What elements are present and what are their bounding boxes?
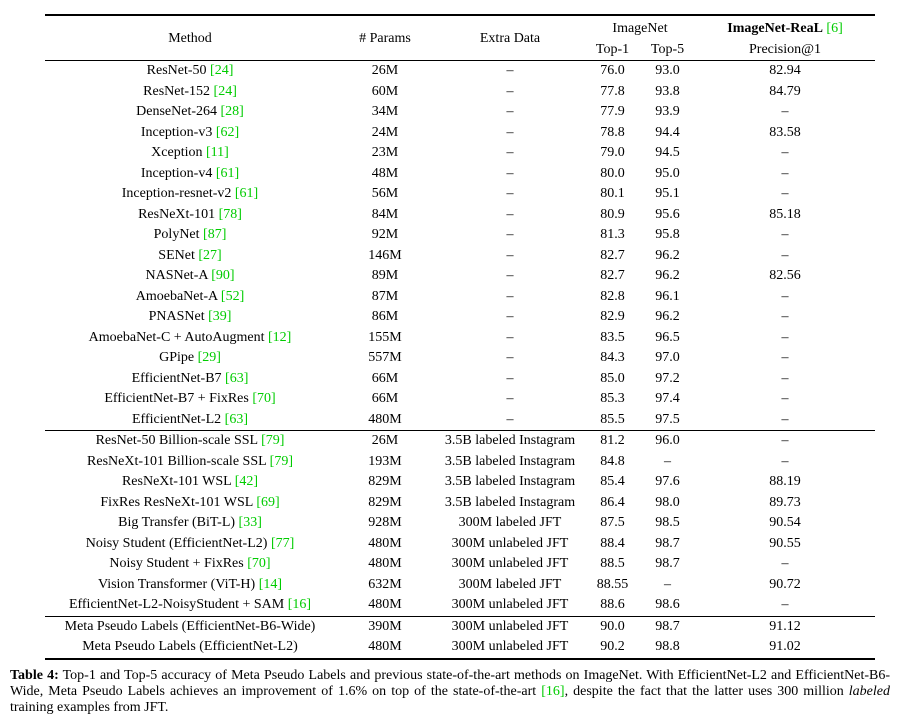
real-precision-cell: – xyxy=(781,186,789,201)
method-name: Noisy Student (EfficientNet-L2) xyxy=(85,535,268,551)
extra-data-cell: – xyxy=(506,329,514,345)
params-cell: 34M xyxy=(371,104,399,119)
top1-accuracy-cell: 88.4 xyxy=(600,535,625,551)
real-precision-cell: 85.18 xyxy=(769,206,801,222)
top5-accuracy-cell: 96.2 xyxy=(655,309,680,324)
real-precision-cell: – xyxy=(781,309,789,324)
top1-accuracy-cell: 88.55 xyxy=(596,576,629,592)
top5-accuracy-cell: 97.4 xyxy=(655,391,680,406)
citation-link[interactable]: [90] xyxy=(207,268,235,283)
table-row xyxy=(45,164,875,185)
real-precision-cell: 90.72 xyxy=(769,576,801,592)
method-cell xyxy=(45,410,335,431)
params-cell: 87M xyxy=(371,288,399,304)
caption-text-1: Top-1 and Top-5 accuracy of Meta Pseudo Labels and previous state-of-the-art methods on ImageNet. With EfficientNet-L2 and EfficientNet-B6-Wide, Meta Pseudo Labels achieves an improvement of 1.6% on top of the state-of-the-art xyxy=(10,668,890,699)
top1-accuracy-cell: 80.1 xyxy=(600,186,625,201)
real-precision-cell: 90.54 xyxy=(769,515,801,530)
method-name: PNASNet xyxy=(148,309,205,324)
top5-accuracy-cell: 96.0 xyxy=(655,433,680,448)
method-cell xyxy=(45,616,335,637)
caption-label: Table 4: xyxy=(10,668,59,683)
citation-link[interactable]: [69] xyxy=(252,494,280,510)
extra-data-cell: – xyxy=(506,309,514,324)
citation-link[interactable]: [16] xyxy=(541,684,565,699)
col-header-method: Method xyxy=(168,31,212,47)
method-cell xyxy=(45,328,335,349)
params-cell: 480M xyxy=(368,597,402,612)
method-name: Inception-v4 xyxy=(140,165,213,181)
table-row xyxy=(45,246,875,267)
col-header-imagenet-group: ImageNet xyxy=(612,21,668,36)
table-row xyxy=(45,534,875,555)
citation-link[interactable]: [6] xyxy=(826,21,843,36)
citation-link[interactable]: [79] xyxy=(257,433,285,448)
method-name: ResNeXt-101 xyxy=(138,206,216,222)
extra-data-cell: 300M unlabeled JFT xyxy=(451,556,569,571)
method-cell xyxy=(45,225,335,246)
caption-text-3: training examples from JFT. xyxy=(10,700,169,715)
table-section-meta-pseudo-labels xyxy=(45,616,875,659)
method-cell xyxy=(45,307,335,328)
table-section-extra-data-methods xyxy=(45,431,875,617)
method-name: NASNet-A xyxy=(145,268,208,283)
top1-accuracy-cell: 85.5 xyxy=(600,411,625,427)
params-cell: 632M xyxy=(368,576,402,592)
top1-accuracy-cell: 82.9 xyxy=(600,309,625,324)
method-name: Xception xyxy=(151,145,203,160)
params-cell: 829M xyxy=(368,494,402,510)
params-cell: 66M xyxy=(371,370,399,386)
top5-accuracy-cell: 96.2 xyxy=(655,247,680,263)
col-header-extra-data: Extra Data xyxy=(479,31,541,47)
table-row xyxy=(45,513,875,534)
method-cell xyxy=(45,102,335,123)
real-precision-cell: – xyxy=(781,288,789,304)
real-precision-cell: – xyxy=(781,104,789,119)
citation-link[interactable]: [24] xyxy=(210,83,237,99)
params-cell: 155M xyxy=(368,329,402,345)
params-cell: 480M xyxy=(368,411,402,427)
method-name: FixRes ResNeXt-101 WSL xyxy=(100,494,253,510)
method-cell xyxy=(45,389,335,410)
extra-data-cell: 3.5B labeled Instagram xyxy=(444,453,576,469)
real-precision-cell: – xyxy=(781,145,789,160)
top1-accuracy-cell: 77.9 xyxy=(600,104,625,119)
extra-data-cell: – xyxy=(506,391,514,406)
real-precision-cell: – xyxy=(781,247,789,263)
extra-data-cell: – xyxy=(506,83,514,99)
col-header-top5: Top-5 xyxy=(650,41,685,57)
extra-data-cell: 300M labeled JFT xyxy=(458,515,562,530)
method-name: AmoebaNet-C + AutoAugment xyxy=(88,329,265,345)
method-name: SENet xyxy=(158,247,195,263)
top1-accuracy-cell: 85.0 xyxy=(600,370,625,386)
method-cell xyxy=(45,246,335,267)
method-cell xyxy=(45,431,335,452)
params-cell: 26M xyxy=(371,63,399,78)
table-row xyxy=(45,616,875,637)
top1-accuracy-cell: 85.4 xyxy=(600,474,625,489)
col-header-top1: Top-1 xyxy=(595,41,630,57)
method-cell xyxy=(45,575,335,596)
method-cell xyxy=(45,369,335,390)
extra-data-cell: – xyxy=(506,288,514,304)
real-precision-cell: 88.19 xyxy=(769,474,801,489)
table-row xyxy=(45,575,875,596)
params-cell: 928M xyxy=(368,515,402,530)
table-row xyxy=(45,493,875,514)
citation-link[interactable]: [16] xyxy=(284,597,312,612)
method-cell xyxy=(45,493,335,514)
citation-link[interactable]: [29] xyxy=(194,350,221,365)
top1-accuracy-cell: 87.5 xyxy=(600,515,625,530)
top5-accuracy-cell: 96.1 xyxy=(655,288,680,304)
top5-accuracy-cell: 98.7 xyxy=(655,556,680,571)
table-row xyxy=(45,637,875,659)
citation-link[interactable]: [14] xyxy=(255,576,283,592)
table-row xyxy=(45,287,875,308)
top5-accuracy-cell: 98.6 xyxy=(655,597,680,612)
real-precision-cell: – xyxy=(781,411,789,427)
extra-data-cell: 3.5B labeled Instagram xyxy=(444,474,576,489)
citation-link[interactable]: [87] xyxy=(199,227,227,242)
method-name: Inception-v3 xyxy=(140,124,213,140)
params-cell: 92M xyxy=(371,227,399,242)
citation-link[interactable]: [27] xyxy=(194,247,222,263)
method-name: GPipe xyxy=(159,350,195,365)
top5-accuracy-cell: 98.0 xyxy=(655,494,680,510)
top5-accuracy-cell: 95.8 xyxy=(655,227,680,242)
top1-accuracy-cell: 77.8 xyxy=(600,83,625,99)
citation-link[interactable]: [33] xyxy=(235,515,262,530)
top5-accuracy-cell: 98.8 xyxy=(655,639,680,654)
method-name: PolyNet xyxy=(153,227,200,242)
table-row xyxy=(45,184,875,205)
table-row xyxy=(45,431,875,452)
table-section-baselines xyxy=(45,61,875,431)
params-cell: 60M xyxy=(371,83,399,99)
table-row xyxy=(45,452,875,473)
top1-accuracy-cell: 78.8 xyxy=(600,124,625,140)
top5-accuracy-cell: 93.9 xyxy=(655,104,680,119)
citation-link[interactable]: [63] xyxy=(221,370,249,386)
method-cell xyxy=(45,205,335,226)
method-name: Inception-resnet-v2 xyxy=(121,186,232,201)
col-header-params: # Params xyxy=(359,31,411,47)
table-row xyxy=(45,102,875,123)
citation-link[interactable]: [70] xyxy=(243,556,271,571)
extra-data-cell: 300M labeled JFT xyxy=(458,576,562,592)
method-cell xyxy=(45,266,335,287)
method-name: EfficientNet-L2 xyxy=(132,411,222,427)
method-name: ResNeXt-101 WSL xyxy=(121,474,232,489)
citation-link[interactable]: [52] xyxy=(217,288,245,304)
top5-accuracy-cell: 93.8 xyxy=(655,83,680,99)
extra-data-cell: 300M unlabeled JFT xyxy=(451,639,569,654)
table-row xyxy=(45,595,875,616)
extra-data-cell: – xyxy=(506,165,514,181)
citation-link[interactable]: [28] xyxy=(217,104,244,119)
params-cell: 56M xyxy=(371,186,399,201)
extra-data-cell: – xyxy=(506,370,514,386)
real-precision-cell: 89.73 xyxy=(769,494,801,510)
citation-link[interactable]: [79] xyxy=(266,453,293,469)
extra-data-cell: – xyxy=(506,350,514,365)
params-cell: 146M xyxy=(368,247,402,263)
citation-link[interactable]: [39] xyxy=(204,309,232,324)
citation-link[interactable]: [61] xyxy=(231,186,259,201)
table-row xyxy=(45,225,875,246)
real-precision-cell: – xyxy=(781,433,789,448)
real-precision-cell: 91.02 xyxy=(769,639,801,654)
method-cell xyxy=(45,287,335,308)
method-name: AmoebaNet-A xyxy=(135,288,218,304)
results-table xyxy=(45,14,875,660)
extra-data-cell: – xyxy=(506,104,514,119)
method-cell xyxy=(45,348,335,369)
method-cell xyxy=(45,61,335,82)
method-name: Big Transfer (BiT-L) xyxy=(118,515,236,530)
col-header-imagenet-real xyxy=(695,15,875,61)
top5-accuracy-cell: 95.1 xyxy=(655,186,680,201)
real-precision-cell: – xyxy=(781,370,789,386)
method-cell xyxy=(45,164,335,185)
method-cell xyxy=(45,82,335,103)
top1-accuracy-cell: 90.2 xyxy=(600,639,625,654)
real-precision-cell: – xyxy=(781,165,789,181)
method-cell xyxy=(45,554,335,575)
citation-link[interactable]: [77] xyxy=(267,535,295,551)
method-name: Meta Pseudo Labels (EfficientNet-B6-Wide) xyxy=(64,618,316,634)
params-cell: 86M xyxy=(371,309,399,324)
top5-accuracy-cell: 98.5 xyxy=(655,515,680,530)
real-precision-cell: – xyxy=(781,453,789,469)
table-row xyxy=(45,389,875,410)
real-precision-cell: – xyxy=(781,597,789,612)
method-cell xyxy=(45,184,335,205)
top1-accuracy-cell: 76.0 xyxy=(600,63,625,78)
params-cell: 23M xyxy=(371,145,399,160)
method-name: ResNet-50 xyxy=(146,63,207,78)
method-name: ResNet-152 xyxy=(143,83,211,99)
method-name: ResNeXt-101 Billion-scale SSL xyxy=(87,453,267,469)
table-header xyxy=(45,15,875,61)
top5-accuracy-cell: – xyxy=(664,576,671,592)
top1-accuracy-cell: 82.7 xyxy=(600,247,625,263)
real-precision-cell: – xyxy=(781,350,789,365)
params-cell: 390M xyxy=(368,618,402,634)
top5-accuracy-cell: 96.2 xyxy=(655,268,680,283)
precision-label: Precision@1 xyxy=(749,41,822,57)
extra-data-cell: 300M unlabeled JFT xyxy=(451,618,569,634)
method-name: DenseNet-264 xyxy=(136,104,218,119)
citation-link[interactable]: [61] xyxy=(212,165,240,181)
extra-data-cell: 300M unlabeled JFT xyxy=(451,535,569,551)
top5-accuracy-cell: 96.5 xyxy=(655,329,680,345)
top5-accuracy-cell: 97.0 xyxy=(655,350,680,365)
method-cell xyxy=(45,534,335,555)
caption-text-2: , despite the fact that the latter uses 300 million xyxy=(564,684,849,699)
citation-link[interactable]: [62] xyxy=(212,124,240,140)
top1-accuracy-cell: 83.5 xyxy=(600,329,625,345)
real-precision-cell: – xyxy=(781,391,789,406)
extra-data-cell: – xyxy=(506,145,514,160)
params-cell: 557M xyxy=(368,350,402,365)
imagenet-real-label: ImageNet-ReaL xyxy=(727,21,823,36)
method-name: Vision Transformer (ViT-H) xyxy=(97,576,256,592)
citation-link[interactable]: [42] xyxy=(231,474,259,489)
top1-accuracy-cell: 81.2 xyxy=(600,433,625,448)
table-row xyxy=(45,472,875,493)
extra-data-cell: – xyxy=(506,268,514,283)
method-name: Meta Pseudo Labels (EfficientNet-L2) xyxy=(82,639,298,654)
params-cell: 480M xyxy=(368,556,402,571)
top5-accuracy-cell: 94.5 xyxy=(655,145,680,160)
top1-accuracy-cell: 84.8 xyxy=(600,453,625,469)
top1-accuracy-cell: 82.7 xyxy=(600,268,625,283)
extra-data-cell: – xyxy=(506,206,514,222)
params-cell: 48M xyxy=(371,165,399,181)
table-row xyxy=(45,143,875,164)
method-cell xyxy=(45,472,335,493)
params-cell: 89M xyxy=(371,268,399,283)
table-row xyxy=(45,123,875,144)
top5-accuracy-cell: 95.0 xyxy=(655,165,680,181)
extra-data-cell: 300M unlabeled JFT xyxy=(451,597,569,612)
top5-accuracy-cell: 97.6 xyxy=(655,474,680,489)
real-precision-cell: 91.12 xyxy=(769,618,801,634)
params-cell: 480M xyxy=(368,535,402,551)
params-cell: 829M xyxy=(368,474,402,489)
imagenet-real-title xyxy=(698,19,872,40)
table-caption xyxy=(10,668,890,716)
citation-link[interactable]: [70] xyxy=(248,391,276,406)
table-row xyxy=(45,369,875,390)
method-name: EfficientNet-B7 + FixRes xyxy=(104,391,249,406)
top5-accuracy-cell: 97.2 xyxy=(655,370,680,386)
top1-accuracy-cell: 88.6 xyxy=(600,597,625,612)
extra-data-cell: – xyxy=(506,247,514,263)
top1-accuracy-cell: 84.3 xyxy=(600,350,625,365)
real-precision-cell: – xyxy=(781,227,789,242)
top1-accuracy-cell: 82.8 xyxy=(600,288,625,304)
real-precision-cell: 83.58 xyxy=(769,124,801,140)
caption-italic-word: labeled xyxy=(848,684,891,699)
method-name: EfficientNet-B7 xyxy=(131,370,222,386)
table-row xyxy=(45,205,875,226)
top1-accuracy-cell: 88.5 xyxy=(600,556,625,571)
extra-data-cell: 3.5B labeled Instagram xyxy=(444,494,576,510)
real-precision-cell: – xyxy=(781,329,789,345)
top5-accuracy-cell: – xyxy=(664,453,671,469)
top1-accuracy-cell: 81.3 xyxy=(600,227,625,242)
table-row xyxy=(45,348,875,369)
method-name: Noisy Student + FixRes xyxy=(109,556,244,571)
top5-accuracy-cell: 98.7 xyxy=(655,535,680,551)
citation-link[interactable]: [78] xyxy=(215,206,242,222)
params-cell: 66M xyxy=(371,391,399,406)
real-precision-cell: 90.55 xyxy=(769,535,801,551)
extra-data-cell: – xyxy=(506,186,514,201)
method-cell xyxy=(45,595,335,616)
method-cell xyxy=(45,123,335,144)
table-row xyxy=(45,307,875,328)
table-row xyxy=(45,328,875,349)
extra-data-cell: 3.5B labeled Instagram xyxy=(444,433,576,448)
citation-link[interactable]: [63] xyxy=(221,411,248,427)
top1-accuracy-cell: 90.0 xyxy=(600,618,625,634)
real-precision-cell: 82.94 xyxy=(769,63,801,78)
top1-accuracy-cell: 80.9 xyxy=(600,206,625,222)
top5-accuracy-cell: 94.4 xyxy=(655,124,680,140)
top1-accuracy-cell: 85.3 xyxy=(600,391,625,406)
citation-link[interactable]: [12] xyxy=(264,329,292,345)
params-cell: 24M xyxy=(371,124,399,140)
top5-accuracy-cell: 95.6 xyxy=(655,206,680,222)
method-cell xyxy=(45,513,335,534)
method-cell xyxy=(45,452,335,473)
extra-data-cell: – xyxy=(506,227,514,242)
top1-accuracy-cell: 79.0 xyxy=(600,145,625,160)
params-cell: 480M xyxy=(368,639,402,654)
table-row xyxy=(45,554,875,575)
params-cell: 26M xyxy=(371,433,399,448)
table-row xyxy=(45,266,875,287)
top5-accuracy-cell: 97.5 xyxy=(655,411,680,427)
table-row xyxy=(45,410,875,431)
extra-data-cell: – xyxy=(506,63,514,78)
citation-link[interactable]: [11] xyxy=(202,145,229,160)
params-cell: 84M xyxy=(371,206,399,222)
method-cell xyxy=(45,143,335,164)
table-row xyxy=(45,82,875,103)
method-name: ResNet-50 Billion-scale SSL xyxy=(95,433,258,448)
real-precision-cell: 84.79 xyxy=(769,83,801,99)
top5-accuracy-cell: 98.7 xyxy=(655,618,680,634)
params-cell: 193M xyxy=(368,453,402,469)
method-name: EfficientNet-L2-NoisyStudent + SAM xyxy=(68,597,285,612)
extra-data-cell: – xyxy=(506,411,514,427)
table-row xyxy=(45,61,875,82)
extra-data-cell: – xyxy=(506,124,514,140)
method-cell xyxy=(45,637,335,659)
top1-accuracy-cell: 86.4 xyxy=(600,494,625,510)
top1-accuracy-cell: 80.0 xyxy=(600,165,625,181)
real-precision-cell: – xyxy=(781,556,789,571)
citation-link[interactable]: [24] xyxy=(206,63,234,78)
top5-accuracy-cell: 93.0 xyxy=(655,63,680,78)
real-precision-cell: 82.56 xyxy=(769,268,801,283)
